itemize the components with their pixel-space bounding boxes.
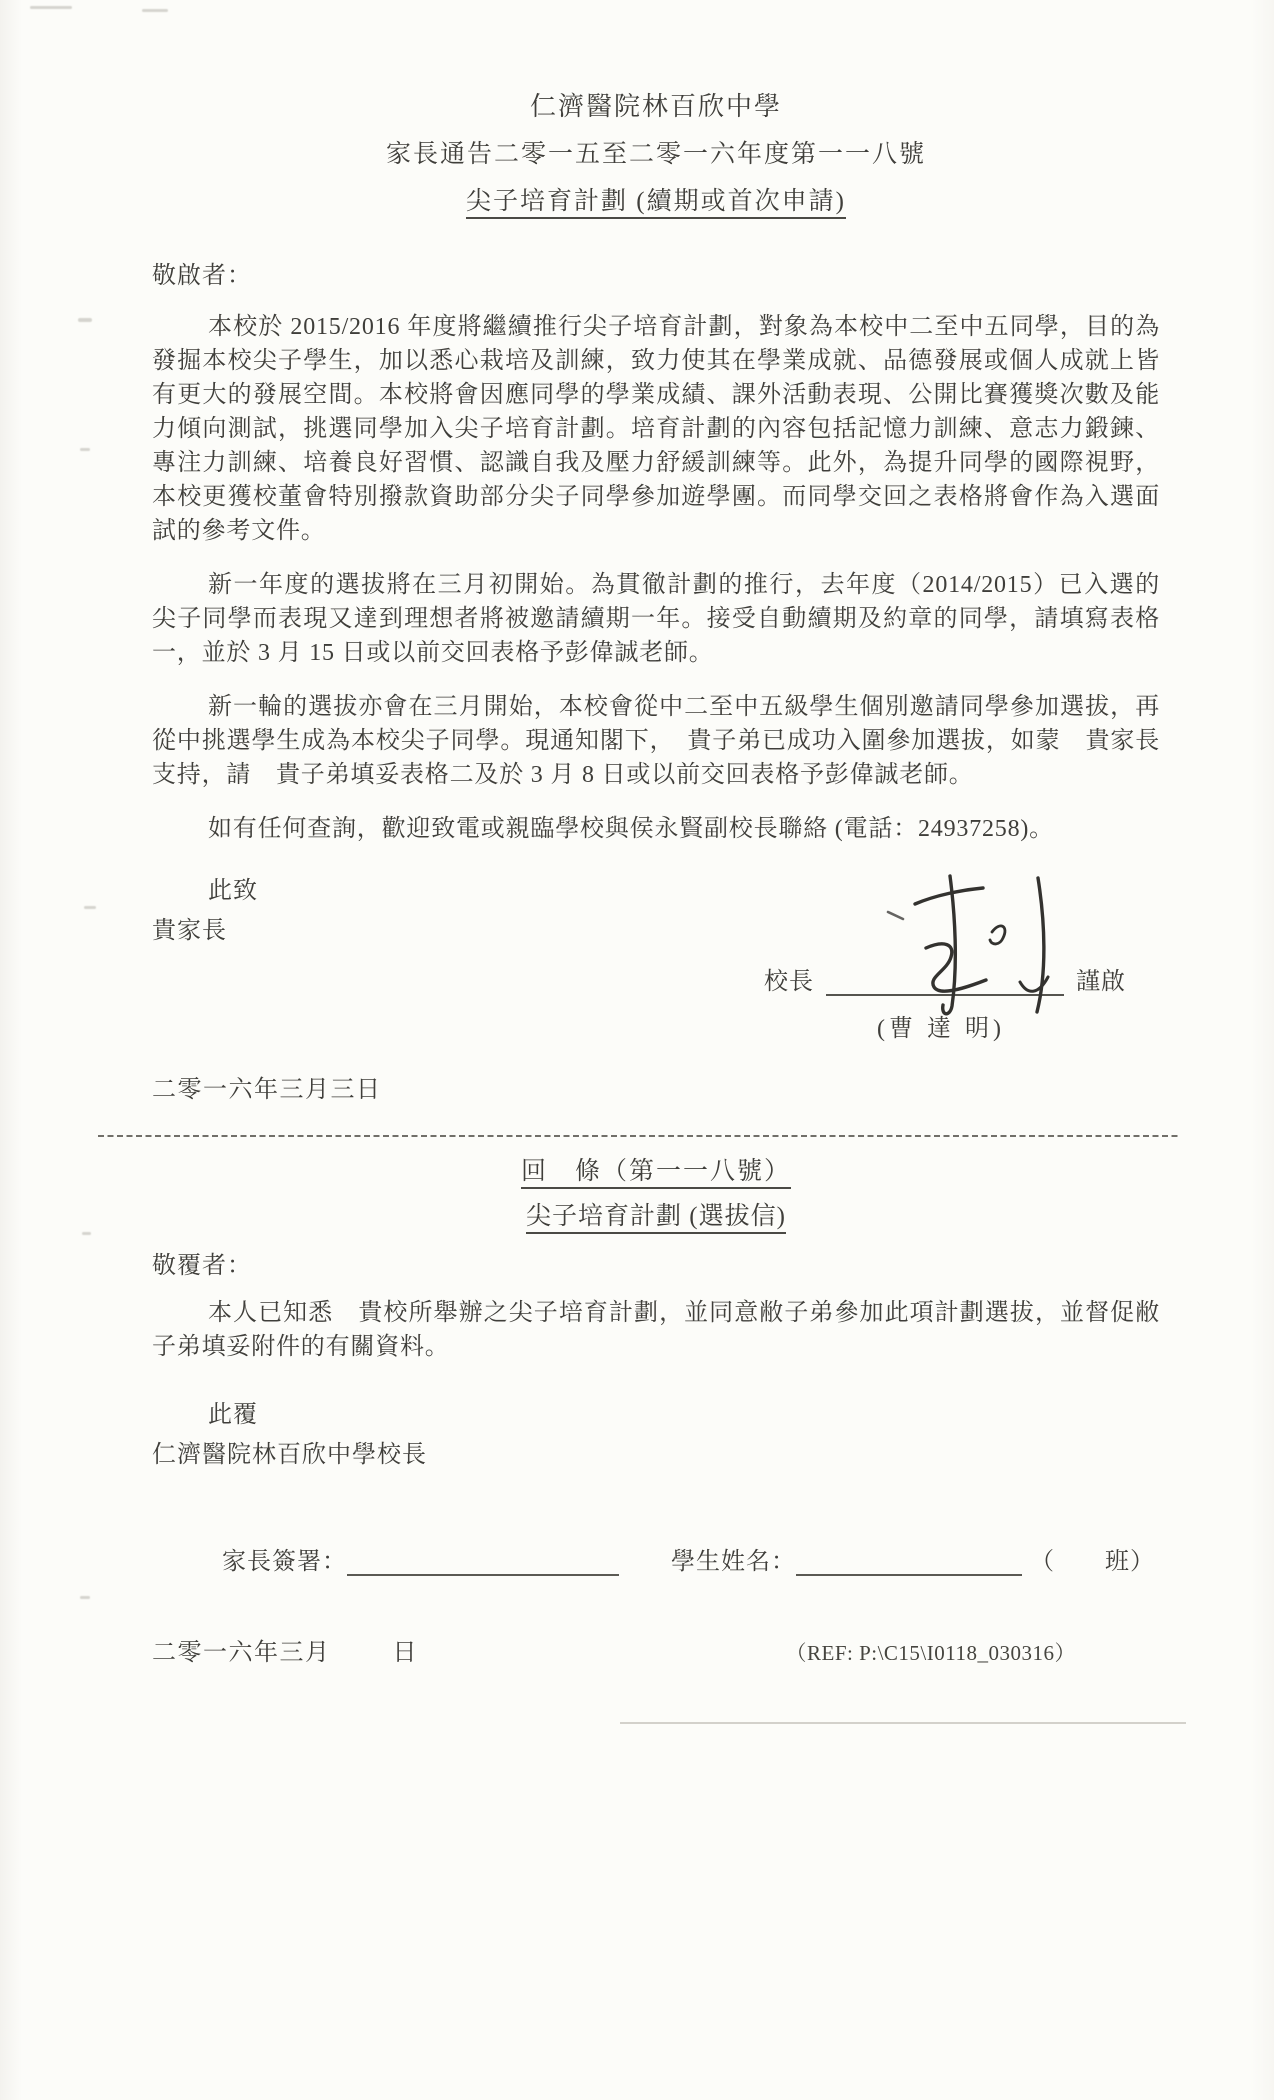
reply-addressee: 仁濟醫院林百欣中學校長 xyxy=(152,1442,427,1468)
principal-label: 校長 xyxy=(764,969,814,995)
scan-speck xyxy=(80,1596,90,1599)
reply-slip-subtitle xyxy=(152,1196,1160,1232)
scan-speck xyxy=(78,318,92,322)
class-bracket: （ 班） xyxy=(1030,1549,1155,1575)
scan-speck xyxy=(30,6,72,9)
reply-closing: 此覆 xyxy=(208,1402,258,1428)
reply-body: 本人已知悉 貴校所舉辦之尖子培育計劃，並同意敝子弟參加此項計劃選拔，並督促敝子弟填妥附件的有關資料。 xyxy=(152,1300,1160,1360)
school-name: 仁濟醫院林百欣中學 xyxy=(529,92,782,121)
reply-fields-row xyxy=(222,1541,1160,1576)
letter-paragraph-3: 新一輪的選拔亦會在三月開始，本校會從中二至中五級學生個別邀請同學參加選拔，再從中挑選學生成為本校尖子同學。現通知閣下， 貴子弟已成功入圍參加選拔，如蒙 貴家長支持，請 貴子弟填妥表格二及於 3 月 8 日或以前交回表格予彭偉誠老師。 xyxy=(152,694,1160,788)
reply-date-prefix: 二零一六年三月 xyxy=(152,1640,331,1666)
notice-subject-text: 尖子培育計劃 (續期或首次申請) xyxy=(466,188,846,219)
letter-closing: 此致 xyxy=(208,878,258,904)
reply-date-day-suffix: 日 xyxy=(392,1640,418,1666)
letter-paragraph-1: 本校於 2015/2016 年度將繼續推行尖子培育計劃，對象為本校中二至中五同學，目的為發掘本校尖子學生，加以悉心栽培及訓練，致力使其在學業成就、品德發展或個人成就上皆有更大的發展空間。本校將會因應同學的學業成績、課外活動表現、公開比賽獲獎次數及能力傾向測試，挑選同學加入尖子培育計劃。培育計劃的內容包括記憶力訓練、意志力鍛鍊、專注力訓練、培養良好習慣、認識自我及壓力舒緩訓練等。此外，為提升同學的國際視野，本校更獲校董會特別撥款資助部分尖子同學參加遊學團。而同學交回之表格將會作為入選面試的參考文件。 xyxy=(152,314,1160,544)
scan-line-artifact xyxy=(620,1722,1186,1724)
letter-salutation: 敬啟者： xyxy=(152,263,252,289)
scan-speck xyxy=(82,1232,91,1235)
parent-signature-label: 家長簽署： xyxy=(222,1549,347,1575)
reply-date-row xyxy=(152,1632,1160,1667)
reply-salutation: 敬覆者： xyxy=(152,1253,252,1279)
student-name-label: 學生姓名： xyxy=(671,1549,796,1575)
signature-line xyxy=(826,966,1064,996)
scan-speck xyxy=(142,9,168,12)
reply-slip-title xyxy=(152,1151,1160,1187)
principal-signature-row xyxy=(764,961,1160,996)
letter-paragraph-4: 如有任何查詢，歡迎致電或親臨學校與侯永賢副校長聯絡 (電話：24937258)。 xyxy=(208,816,1054,842)
letter-addressee: 貴家長 xyxy=(152,918,227,944)
letter-paragraph-2: 新一年度的選拔將在三月初開始。為貫徹計劃的推行，去年度（2014/2015）已入選的尖子同學而表現又達到理想者將被邀請續期一年。接受自動續期及約章的同學，請填寫表格一，並於 3 月 15 日或以前交回表格予彭偉誠老師。 xyxy=(152,572,1160,666)
scan-speck xyxy=(80,448,90,451)
handwritten-signature xyxy=(832,872,1082,1020)
principal-name: (曹 達 明) xyxy=(877,1016,1005,1042)
cut-divider xyxy=(98,1134,1180,1137)
notice-number: 家長通告二零一五至二零一六年度第一一八號 xyxy=(385,141,926,168)
signature-suffix: 謹啟 xyxy=(1076,969,1126,995)
reply-slip-title-text: 回 條（第一一八號） xyxy=(521,1158,791,1189)
letter-date: 二零一六年三月三日 xyxy=(152,1077,382,1103)
student-name-blank xyxy=(796,1548,1022,1576)
reply-slip-subtitle-text: 尖子培育計劃 (選拔信) xyxy=(526,1203,786,1234)
notice-subject xyxy=(152,181,1160,217)
scan-speck xyxy=(84,906,96,909)
parent-signature-blank xyxy=(347,1548,619,1576)
letterhead xyxy=(152,86,1160,217)
reference-number: （REF: P:\C15\I0118_030316） xyxy=(785,1641,1076,1665)
